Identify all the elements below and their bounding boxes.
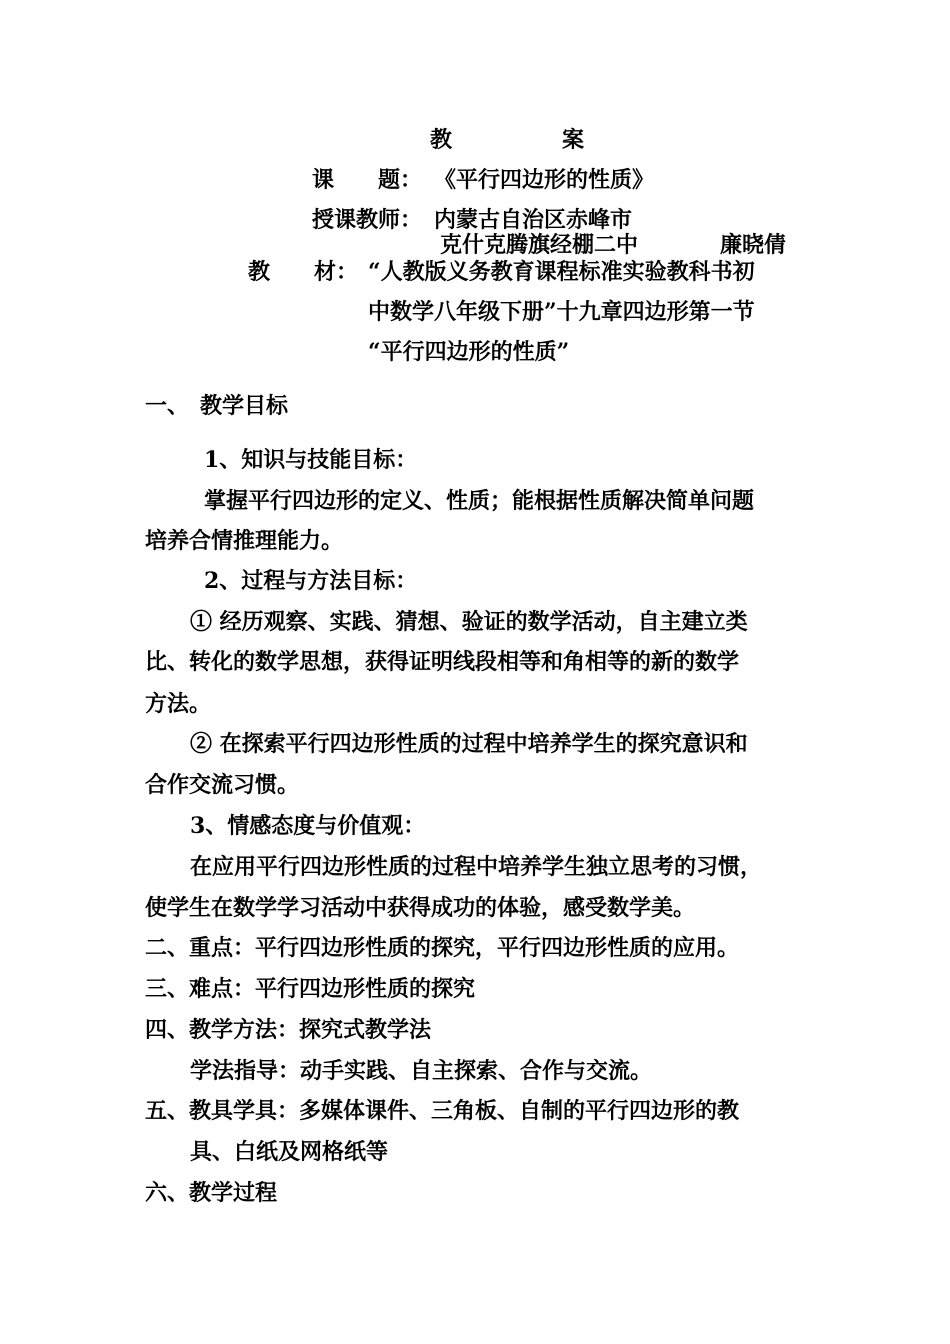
objective-2-heading: 2、过程与方法目标：: [204, 568, 418, 594]
title-char-1: 教: [430, 127, 453, 153]
objective-3-line1: 在应用平行四边形性质的过程中培养学生独立思考的习惯，: [190, 854, 763, 880]
teacher-label: 授课教师：: [312, 207, 423, 233]
section-6-process: 六、教学过程: [145, 1180, 278, 1206]
objective-2-p1-line3: 方法。: [145, 691, 212, 717]
objective-2-p1-line1: ① 经历观察、实践、猜想、验证的数学活动，自主建立类: [190, 609, 748, 635]
objective-1-line2: 培养合情推理能力。: [145, 528, 344, 554]
subject-label: 课 题：: [312, 167, 423, 193]
objective-3-line2: 使学生在数学学习活动中获得成功的体验，感受数学美。: [145, 895, 696, 921]
material-line3: “平行四边形的性质”: [368, 339, 570, 365]
objective-2-p1-line2: 比、转化的数学思想，获得证明线段相等和角相等的新的数学: [145, 649, 740, 675]
section-5-tools-line1: 五、教具学具：多媒体课件、三角板、自制的平行四边形的教: [145, 1098, 740, 1124]
material-label: 教 材：: [248, 259, 359, 285]
section-5-tools-line2: 具、白纸及网格纸等: [190, 1139, 389, 1165]
teacher-org-line1: 内蒙古自治区赤峰市: [434, 207, 633, 233]
title-char-2: 案: [562, 127, 585, 153]
objective-3-heading: 3、情感态度与价值观：: [190, 813, 426, 839]
section-1-heading: 一、 教学目标: [145, 393, 289, 419]
section-4-method: 四、教学方法：探究式教学法: [145, 1017, 432, 1043]
material-line1: “人教版义务教育课程标准实验教科书初: [368, 259, 755, 285]
learning-guidance: 学法指导：动手实践、自主探索、合作与交流。: [190, 1058, 653, 1084]
teacher-name: 廉晓倩: [720, 232, 787, 258]
objective-1-line1: 掌握平行四边形的定义、性质；能根据性质解决简单问题: [204, 488, 755, 514]
objective-2-p2-line2: 合作交流习惯。: [145, 772, 300, 798]
teacher-org-line2: 克什克腾旗经棚二中: [440, 232, 639, 258]
material-line2: 中数学八年级下册”十九章四边形第一节: [368, 299, 755, 325]
section-3-difficulties: 三、难点：平行四边形性质的探究: [145, 976, 476, 1002]
objective-2-p2-line1: ② 在探索平行四边形性质的过程中培养学生的探究意识和: [190, 731, 748, 757]
subject-value: 《平行四边形的性质》: [434, 167, 655, 193]
section-2-key-points: 二、重点：平行四边形性质的探究，平行四边形性质的应用。: [145, 935, 740, 961]
objective-1-heading: 1、知识与技能目标：: [204, 447, 418, 473]
